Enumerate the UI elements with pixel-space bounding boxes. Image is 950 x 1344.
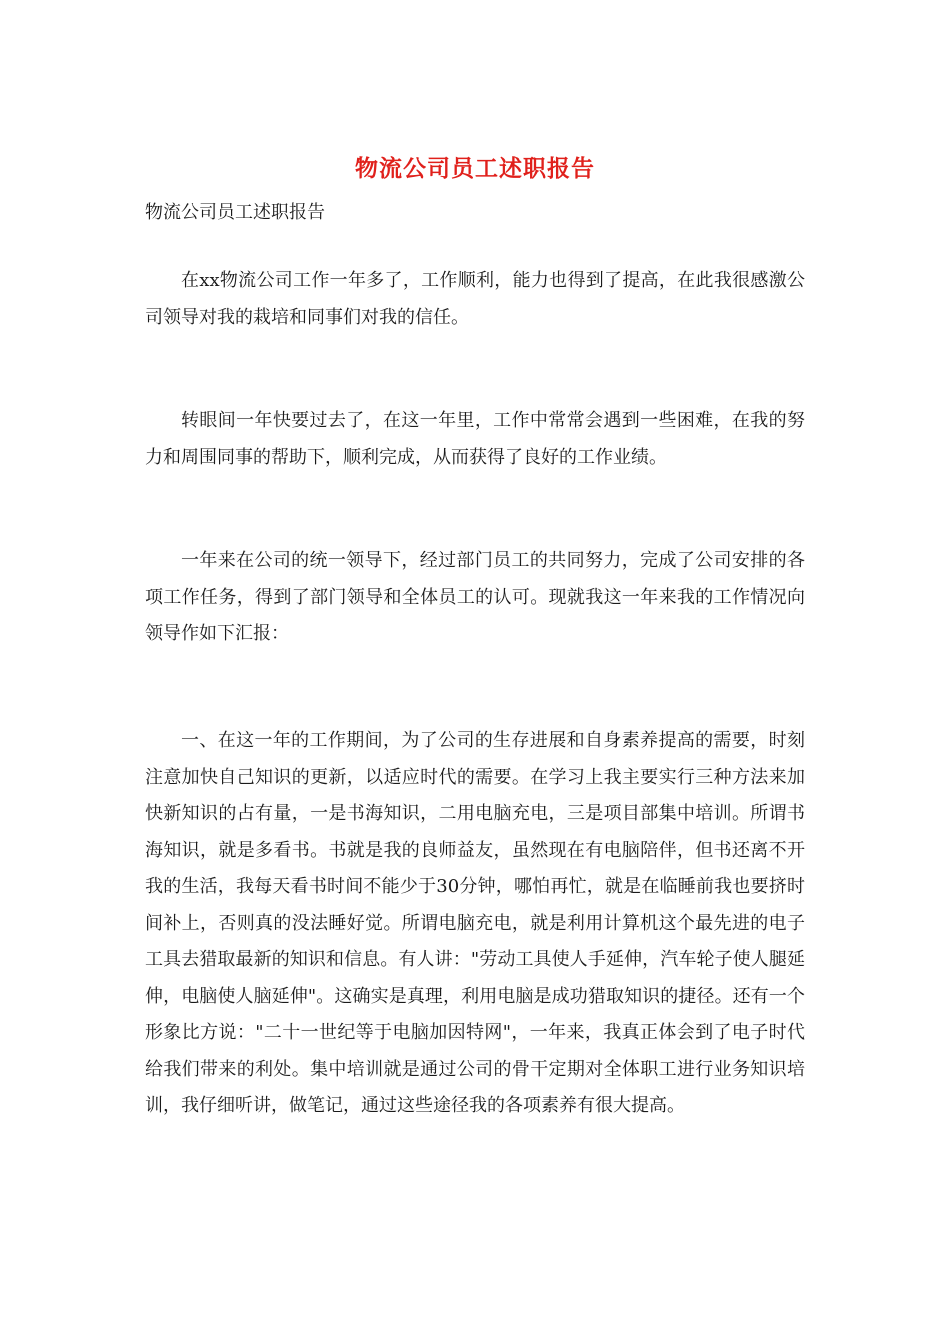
paragraph-section-one: 一、在这一年的工作期间，为了公司的生存进展和自身素养提高的需要，时刻注意加快自己知识的更新，以适应时代的需要。在学习上我主要实行三种方法来加快新知识的占有量，一是书海知识，二用电脑充电，三是项目部集中培训。所谓书海知识，就是多看书。书就是我的良师益友，虽然现在有电脑陪伴，但书还离不开我的生活，我每天看书时间不能少于30分钟，哪怕再忙，就是在临睡前我也要挤时间补上，否则真的没法睡好觉。所谓电脑充电，就是利用计算机这个最先进的电子工具去猎取最新的知识和信息。有人讲："劳动工具使人手延伸，汽车轮子使人腿延伸，电脑使人脑延伸"。这确实是真理，利用电脑是成功猎取知识的捷径。还有一个形象比方说："二十一世纪等于电脑加因特网"，一年来，我真正体会到了电子时代给我们带来的利处。集中培训就是通过公司的骨干定期对全体职工进行业务知识培训，我仔细听讲，做笔记，通过这些途径我的各项素养有很大提高。 [145, 730, 805, 1116]
paragraph-summary: 一年来在公司的统一领导下，经过部门员工的共同努力，完成了公司安排的各项工作任务，得到了部门领导和全体员工的认可。现就我这一年来我的工作情况向领导作如下汇报： [145, 550, 805, 644]
paragraph-intro: 在xx物流公司工作一年多了，工作顺利，能力也得到了提高，在此我很感激公司领导对我的栽培和同事们对我的信任。 [145, 270, 805, 328]
paragraph-year-review: 转眼间一年快要过去了，在这一年里，工作中常常会遇到一些困难，在我的努力和周围同事的帮助下，顺利完成，从而获得了良好的工作业绩。 [145, 410, 805, 468]
document-subtitle: 物流公司员工述职报告 [145, 202, 325, 223]
document-title: 物流公司员工述职报告 [355, 155, 595, 182]
